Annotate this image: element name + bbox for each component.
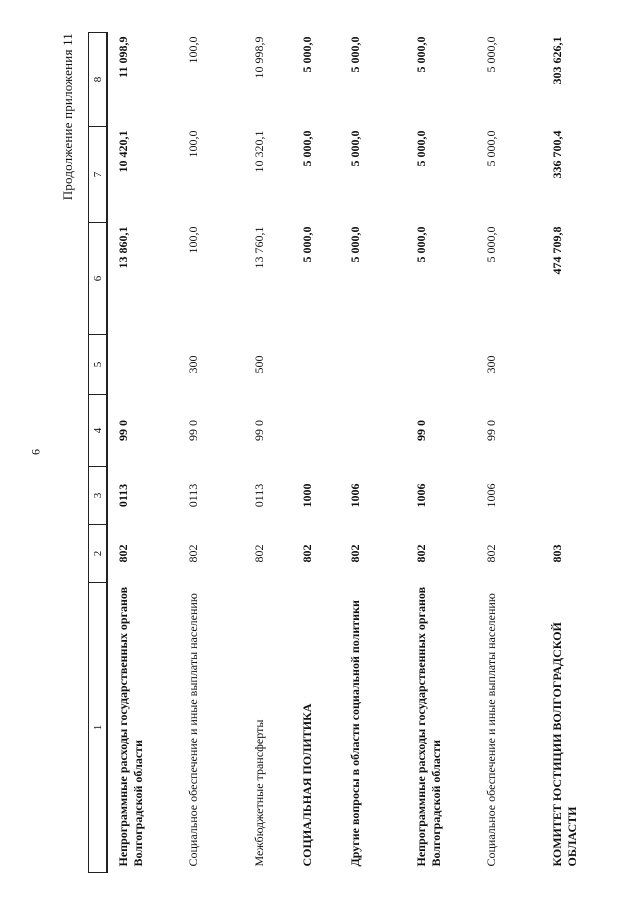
amount-col8: 5 000,0 bbox=[348, 36, 362, 73]
table-header-row bbox=[89, 33, 108, 873]
row-name: Непрограммные расходы государственных органов Волгоградской области bbox=[414, 586, 443, 867]
amount-col8: 10 998,9 bbox=[252, 36, 266, 79]
section-code: 1006 bbox=[414, 483, 428, 508]
amount-col7: 5 000,0 bbox=[414, 130, 428, 167]
table-row bbox=[476, 33, 542, 873]
amount-col6: 100,0 bbox=[186, 226, 200, 254]
expense-type-code: 500 bbox=[252, 355, 266, 374]
column-header: 3 bbox=[89, 467, 108, 525]
ministry-code: 802 bbox=[348, 544, 362, 563]
ministry-code: 802 bbox=[414, 544, 428, 563]
row-name: Социальное обеспечение и иные выплаты населению bbox=[484, 593, 498, 867]
amount-col8: 5 000,0 bbox=[414, 36, 428, 73]
rotated-document bbox=[60, 33, 580, 873]
program-code: 99 0 bbox=[484, 420, 498, 441]
ministry-code: 803 bbox=[550, 544, 564, 563]
section-code: 0113 bbox=[252, 483, 266, 508]
expense-type-code bbox=[340, 335, 406, 395]
amount-col6: 13 860,1 bbox=[116, 226, 130, 269]
amount-col6: 474 709,8 bbox=[550, 226, 564, 275]
amount-col8: 303 626,1 bbox=[550, 36, 564, 85]
budget-table bbox=[88, 32, 606, 873]
program-code bbox=[340, 395, 406, 467]
program-code bbox=[542, 395, 606, 467]
expense-type-code: 300 bbox=[186, 355, 200, 374]
section-code: 1006 bbox=[484, 483, 498, 508]
amount-col6: 5 000,0 bbox=[484, 226, 498, 263]
section-code: 0113 bbox=[116, 483, 130, 508]
amount-col6: 5 000,0 bbox=[348, 226, 362, 263]
program-code: 99 0 bbox=[414, 420, 428, 441]
column-header: 2 bbox=[89, 525, 108, 583]
amount-col8: 5 000,0 bbox=[300, 36, 314, 73]
program-code: 99 0 bbox=[252, 420, 266, 441]
amount-col7: 10 320,1 bbox=[252, 130, 266, 173]
amount-col8: 5 000,0 bbox=[484, 36, 498, 73]
row-name: Социальное обеспечение и иные выплаты населению bbox=[186, 593, 200, 867]
amount-col7: 5 000,0 bbox=[300, 130, 314, 167]
appendix-title: Продолжение приложения 11 bbox=[60, 33, 75, 201]
table-row bbox=[107, 33, 178, 873]
row-name: КОМИТЕТ ЮСТИЦИИ ВОЛГОГРАДСКОЙ ОБЛАСТИ bbox=[550, 622, 579, 867]
table-row bbox=[340, 33, 406, 873]
amount-col7: 10 420,1 bbox=[116, 130, 130, 173]
ministry-code: 802 bbox=[300, 544, 314, 563]
expense-type-code bbox=[292, 335, 340, 395]
row-name: СОЦИАЛЬНАЯ ПОЛИТИКА bbox=[300, 703, 314, 867]
column-header: 4 bbox=[89, 395, 108, 467]
column-header: 1 bbox=[89, 583, 108, 873]
program-code: 99 0 bbox=[186, 420, 200, 441]
column-header: 7 bbox=[89, 127, 108, 223]
amount-col8: 100,0 bbox=[186, 36, 200, 64]
section-code: 0113 bbox=[186, 483, 200, 508]
amount-col7: 336 700,4 bbox=[550, 130, 564, 179]
expense-type-code: 300 bbox=[484, 355, 498, 374]
row-name: Непрограммные расходы государственных органов Волгоградской области bbox=[116, 586, 145, 867]
amount-col7: 5 000,0 bbox=[484, 130, 498, 167]
table-row bbox=[542, 33, 606, 873]
amount-col6: 5 000,0 bbox=[414, 226, 428, 263]
table-row bbox=[244, 33, 292, 873]
row-name: Другие вопросы в области социальной политики bbox=[348, 600, 362, 867]
table-row bbox=[292, 33, 340, 873]
amount-col8: 11 098,9 bbox=[116, 36, 130, 78]
column-header: 5 bbox=[89, 335, 108, 395]
ministry-code: 802 bbox=[186, 544, 200, 563]
amount-col6: 5 000,0 bbox=[300, 226, 314, 263]
expense-type-code bbox=[107, 335, 178, 395]
ministry-code: 802 bbox=[252, 544, 266, 563]
amount-col6: 13 760,1 bbox=[252, 226, 266, 269]
program-code: 99 0 bbox=[116, 420, 130, 441]
ministry-code: 802 bbox=[116, 544, 130, 563]
table-row bbox=[406, 33, 476, 873]
section-code: 1006 bbox=[348, 483, 362, 508]
column-header: 8 bbox=[89, 33, 108, 127]
ministry-code: 802 bbox=[484, 544, 498, 563]
section-code: 1000 bbox=[300, 483, 314, 508]
expense-type-code bbox=[406, 335, 476, 395]
row-name: Межбюджетные трансферты bbox=[252, 719, 266, 867]
table-row bbox=[178, 33, 244, 873]
section-code bbox=[542, 467, 606, 525]
page-number: 6 bbox=[28, 449, 43, 455]
program-code bbox=[292, 395, 340, 467]
amount-col7: 5 000,0 bbox=[348, 130, 362, 167]
column-header: 6 bbox=[89, 223, 108, 335]
amount-col7: 100,0 bbox=[186, 130, 200, 158]
expense-type-code bbox=[542, 335, 606, 395]
